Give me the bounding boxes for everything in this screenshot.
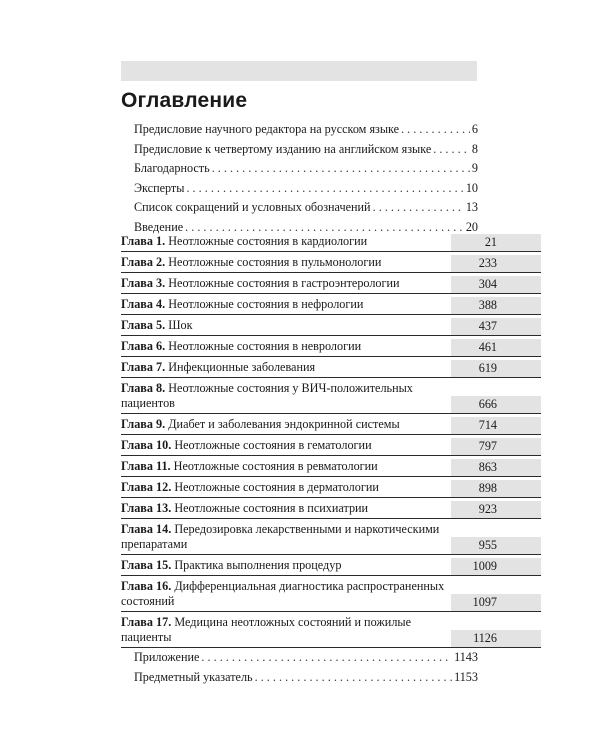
chapter-prefix: Глава 7. <box>121 360 166 374</box>
chapter-page-cell <box>451 318 541 335</box>
toc-entry-page: 10 <box>465 180 478 195</box>
chapter-text <box>121 294 451 314</box>
chapter-prefix: Глава 6. <box>121 339 166 353</box>
toc-entry[interactable] <box>134 120 478 140</box>
chapter-list <box>121 231 541 648</box>
chapter-text <box>121 378 451 413</box>
leader-dots <box>373 198 464 218</box>
chapter-entry[interactable] <box>121 477 541 498</box>
chapter-page-cell <box>451 234 541 251</box>
chapter-title: Неотложные состояния в психиатрии <box>174 501 369 515</box>
toc-entry[interactable] <box>134 648 478 668</box>
toc-entry-label: Благодарность <box>134 161 210 175</box>
back-matter-list <box>134 648 478 687</box>
chapter-entry[interactable] <box>121 273 541 294</box>
chapter-title: Инфекционные заболевания <box>168 360 316 374</box>
chapter-page-cell <box>451 501 541 518</box>
chapter-title: Неотложные состояния в дерматологии <box>174 480 379 494</box>
chapter-page: 955 <box>478 538 497 552</box>
chapter-page-cell <box>451 438 541 455</box>
chapter-text <box>121 498 451 518</box>
chapter-page-cell <box>451 594 541 611</box>
leader-dots <box>433 140 470 160</box>
chapter-entry[interactable] <box>121 456 541 477</box>
chapter-page: 304 <box>478 277 497 291</box>
toc-entry-label: Предисловие к четвертому изданию на английском языке <box>134 141 432 156</box>
chapter-prefix: Глава 5. <box>121 318 166 332</box>
chapter-title: Неотложные состояния в неврологии <box>168 339 362 353</box>
toc-entry-page: 8 <box>471 141 478 156</box>
toc-entry-page: 1153 <box>454 669 478 684</box>
chapter-page: 666 <box>478 397 497 411</box>
chapter-page: 388 <box>478 298 497 312</box>
chapter-page: 461 <box>478 340 497 354</box>
chapter-text <box>121 273 451 293</box>
chapter-prefix: Глава 2. <box>121 255 166 269</box>
chapter-text <box>121 576 451 611</box>
chapter-title: Неотложные состояния в ревматологии <box>173 459 378 473</box>
chapter-entry[interactable] <box>121 435 541 456</box>
toc-entry-page: 6 <box>471 122 478 136</box>
chapter-title: Передозировка лекарственными и наркотическими препаратами <box>121 522 440 551</box>
chapter-page: 233 <box>478 256 497 270</box>
chapter-text <box>121 519 451 554</box>
chapter-title: Медицина неотложных состояний и пожилые пациенты <box>121 615 411 644</box>
chapter-prefix: Глава 17. <box>121 615 172 629</box>
chapter-page: 923 <box>478 502 497 516</box>
toc-entry[interactable] <box>134 198 478 218</box>
chapter-title: Неотложные состояния в кардиологии <box>168 234 368 248</box>
chapter-prefix: Глава 13. <box>121 501 172 515</box>
toc-entry[interactable] <box>134 140 478 160</box>
chapter-text <box>121 231 451 251</box>
chapter-page-cell <box>451 339 541 356</box>
chapter-entry[interactable] <box>121 555 541 576</box>
chapter-entry[interactable] <box>121 294 541 315</box>
chapter-page-cell <box>451 558 541 575</box>
chapter-prefix: Глава 8. <box>121 381 166 395</box>
toc-entry-label: Список сокращений и условных обозначений <box>134 200 371 214</box>
chapter-entry[interactable] <box>121 357 541 378</box>
chapter-page-cell <box>451 276 541 293</box>
chapter-title: Дифференциальная диагностика распространенных состояний <box>121 579 445 608</box>
chapter-prefix: Глава 16. <box>121 579 172 593</box>
leader-dots <box>186 179 463 199</box>
toc-entry[interactable] <box>134 179 478 199</box>
chapter-title: Неотложные состояния у ВИЧ-положительных пациентов <box>121 381 413 410</box>
chapter-page: 714 <box>478 418 497 432</box>
leader-dots <box>255 668 452 688</box>
chapter-title: Практика выполнения процедур <box>174 558 342 572</box>
chapter-prefix: Глава 9. <box>121 417 166 431</box>
toc-entry[interactable] <box>134 159 478 179</box>
chapter-entry[interactable] <box>121 252 541 273</box>
chapter-page-cell <box>451 630 541 647</box>
chapter-page: 898 <box>478 481 497 495</box>
chapter-prefix: Глава 1. <box>121 234 166 248</box>
chapter-text <box>121 315 451 335</box>
front-matter-list <box>134 120 478 237</box>
chapter-page-cell <box>451 360 541 377</box>
chapter-prefix: Глава 12. <box>121 480 172 494</box>
chapter-entry[interactable] <box>121 378 541 414</box>
chapter-page: 797 <box>478 439 497 453</box>
header-bar <box>121 61 477 81</box>
chapter-page: 437 <box>478 319 497 333</box>
chapter-entry[interactable] <box>121 336 541 357</box>
chapter-text <box>121 336 451 356</box>
toc-entry-page: 9 <box>471 161 478 175</box>
chapter-entry[interactable] <box>121 414 541 435</box>
chapter-entry[interactable] <box>121 612 541 648</box>
chapter-entry[interactable] <box>121 576 541 612</box>
chapter-prefix: Глава 14. <box>121 522 172 536</box>
toc-entry-page: 20 <box>465 219 478 234</box>
chapter-text <box>121 414 451 434</box>
chapter-text <box>121 477 451 497</box>
leader-dots <box>201 648 452 668</box>
chapter-entry[interactable] <box>121 315 541 336</box>
chapter-prefix: Глава 3. <box>121 276 166 290</box>
chapter-text <box>121 456 451 476</box>
chapter-page: 863 <box>478 460 497 474</box>
chapter-page: 1126 <box>473 631 497 645</box>
toc-entry[interactable] <box>134 668 478 688</box>
chapter-prefix: Глава 11. <box>121 459 171 473</box>
chapter-page: 21 <box>484 235 497 249</box>
chapter-title: Шок <box>168 318 193 332</box>
chapter-page-cell <box>451 537 541 554</box>
chapter-title: Неотложные состояния в гастроэнтерологии <box>168 276 400 290</box>
chapter-prefix: Глава 10. <box>121 438 172 452</box>
chapter-text <box>121 357 451 377</box>
page-title: Оглавление <box>121 89 248 112</box>
chapter-entry[interactable] <box>121 498 541 519</box>
chapter-prefix: Глава 15. <box>121 558 172 572</box>
chapter-text <box>121 555 451 575</box>
toc-entry-label: Приложение <box>134 650 200 664</box>
chapter-page: 1009 <box>472 559 497 573</box>
chapter-prefix: Глава 4. <box>121 297 166 311</box>
toc-entry-page: 1143 <box>454 650 478 664</box>
chapter-title: Неотложные состояния в пульмонологии <box>168 255 382 269</box>
chapter-text <box>121 612 451 647</box>
chapter-title: Неотложные состояния в гематологии <box>174 438 372 452</box>
leader-dots <box>401 120 470 140</box>
leader-dots <box>212 159 470 179</box>
chapter-page: 619 <box>478 361 497 375</box>
chapter-title: Диабет и заболевания эндокринной системы <box>168 417 400 431</box>
chapter-entry[interactable] <box>121 519 541 555</box>
toc-entry-label: Введение <box>134 219 184 234</box>
toc-entry-label: Эксперты <box>134 180 185 195</box>
toc-entry-label: Предисловие научного редактора на русском языке <box>134 122 400 136</box>
chapter-entry[interactable] <box>121 231 541 252</box>
chapter-page: 1097 <box>472 595 497 609</box>
toc-entry-label: Предметный указатель <box>134 669 253 684</box>
chapter-page-cell <box>451 459 541 476</box>
chapter-page-cell <box>451 297 541 314</box>
toc-entry-page: 13 <box>465 200 478 214</box>
chapter-text <box>121 252 451 272</box>
chapter-page-cell <box>451 480 541 497</box>
chapter-text <box>121 435 451 455</box>
chapter-title: Неотложные состояния в нефрологии <box>168 297 364 311</box>
chapter-page-cell <box>451 396 541 413</box>
chapter-page-cell <box>451 255 541 272</box>
chapter-page-cell <box>451 417 541 434</box>
